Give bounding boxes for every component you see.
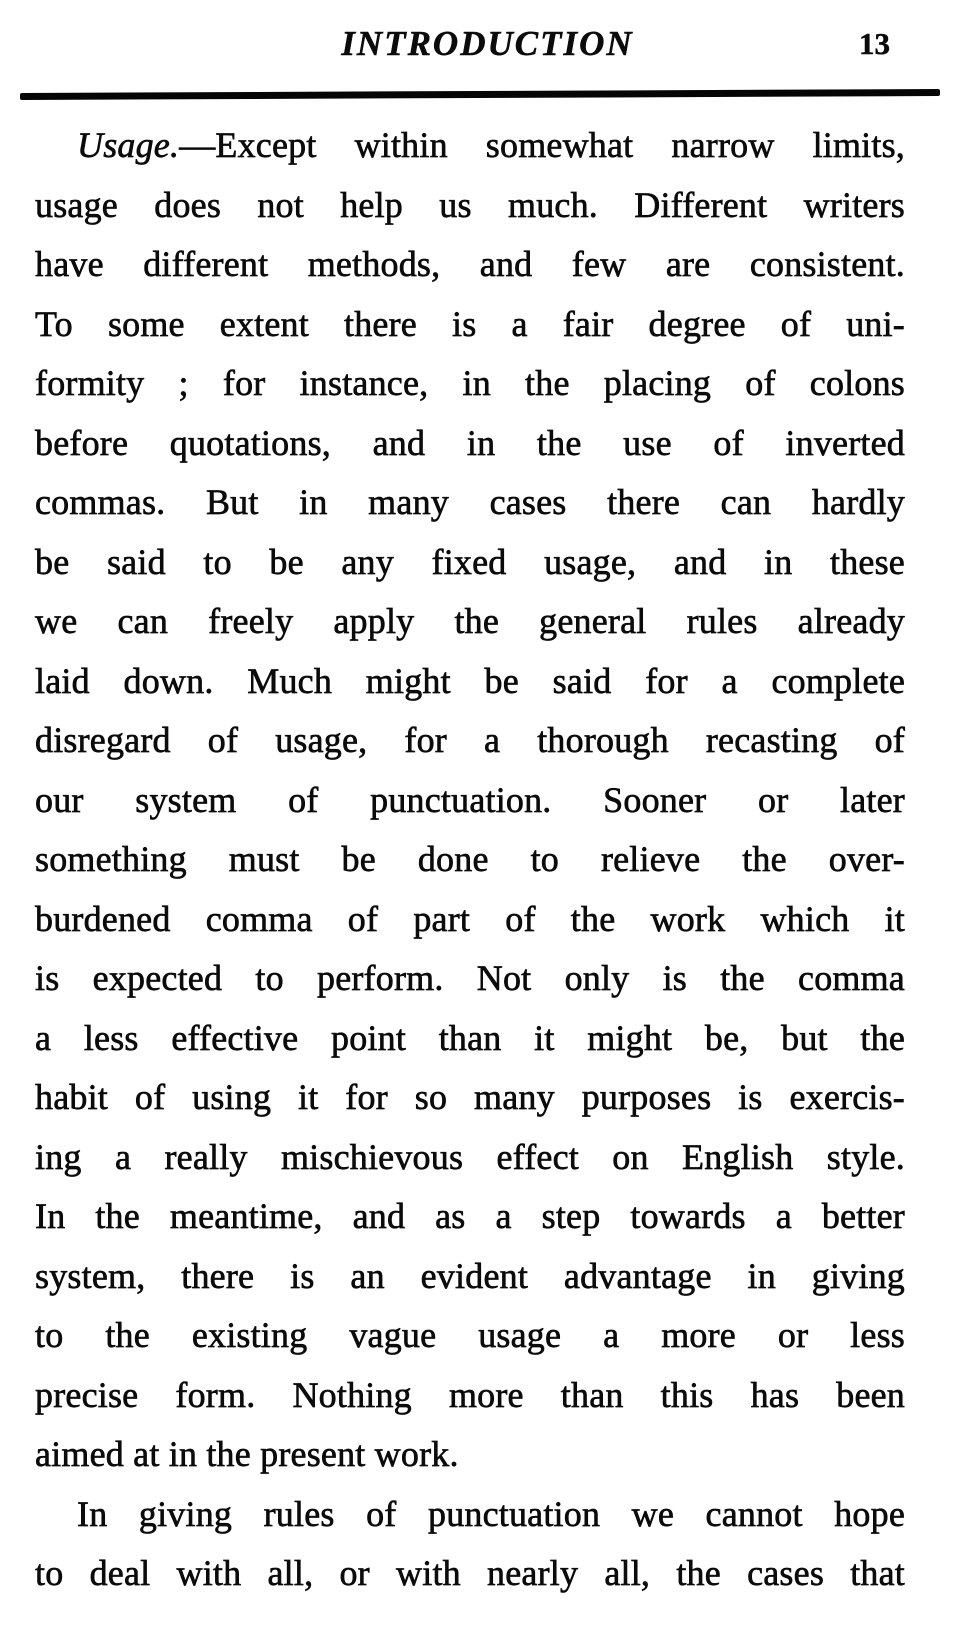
page-title: INTRODUCTION [341, 24, 634, 63]
text-line: a less effective point than it might be, but the [35, 1017, 905, 1058]
text-line: something must be done to relieve the over- [35, 839, 905, 879]
text-block [35, 116, 905, 1604]
text-line: In the meantime, and as a step towards a better [35, 1196, 905, 1236]
text-line: laid down. Much might be said for a complete [35, 660, 905, 701]
text-line: to the existing vague usage a more or less [35, 1315, 905, 1355]
text-line: disregard of usage, for a thorough recasting of [35, 720, 905, 760]
text-line: precise form. Nothing more than this has been [35, 1374, 905, 1415]
text-line: be said to be any fixed usage, and in these [35, 541, 905, 582]
running-header [0, 24, 975, 68]
text-line: To some extent there is a fair degree of uni- [35, 303, 905, 344]
text-line: formity ; for instance, in the placing of colons [35, 363, 905, 403]
text-line: burdened comma of part of the work which it [35, 898, 905, 939]
text-line-rest: —Except within somewhat narrow limits, [179, 125, 905, 165]
text-line: commas. But in many cases there can hardly [35, 482, 905, 522]
text-line [35, 116, 905, 176]
text-line: system, there is an evident advantage in giving [35, 1255, 905, 1296]
text-line: usage does not help us much. Different writers [35, 184, 905, 225]
page-number: 13 [859, 26, 890, 61]
header-rule [20, 89, 940, 100]
text-line: ing a really mischievous effect on English style. [35, 1136, 905, 1177]
text-line: have different methods, and few are consistent. [35, 244, 905, 284]
paragraph-lead-word: Usage. [77, 125, 180, 165]
text-line: our system of punctuation. Sooner or later [35, 779, 905, 820]
text-line: to deal with all, or with nearly all, the cases that [35, 1553, 905, 1593]
text-line: we can freely apply the general rules already [35, 601, 905, 641]
text-line: is expected to perform. Not only is the comma [35, 958, 905, 998]
text-line: In giving rules of punctuation we cannot hope [77, 1493, 905, 1534]
text-line: habit of using it for so many purposes is exercis- [35, 1077, 905, 1117]
text-line: before quotations, and in the use of inverted [35, 422, 905, 463]
text-line: aimed at in the present work. [35, 1434, 459, 1474]
